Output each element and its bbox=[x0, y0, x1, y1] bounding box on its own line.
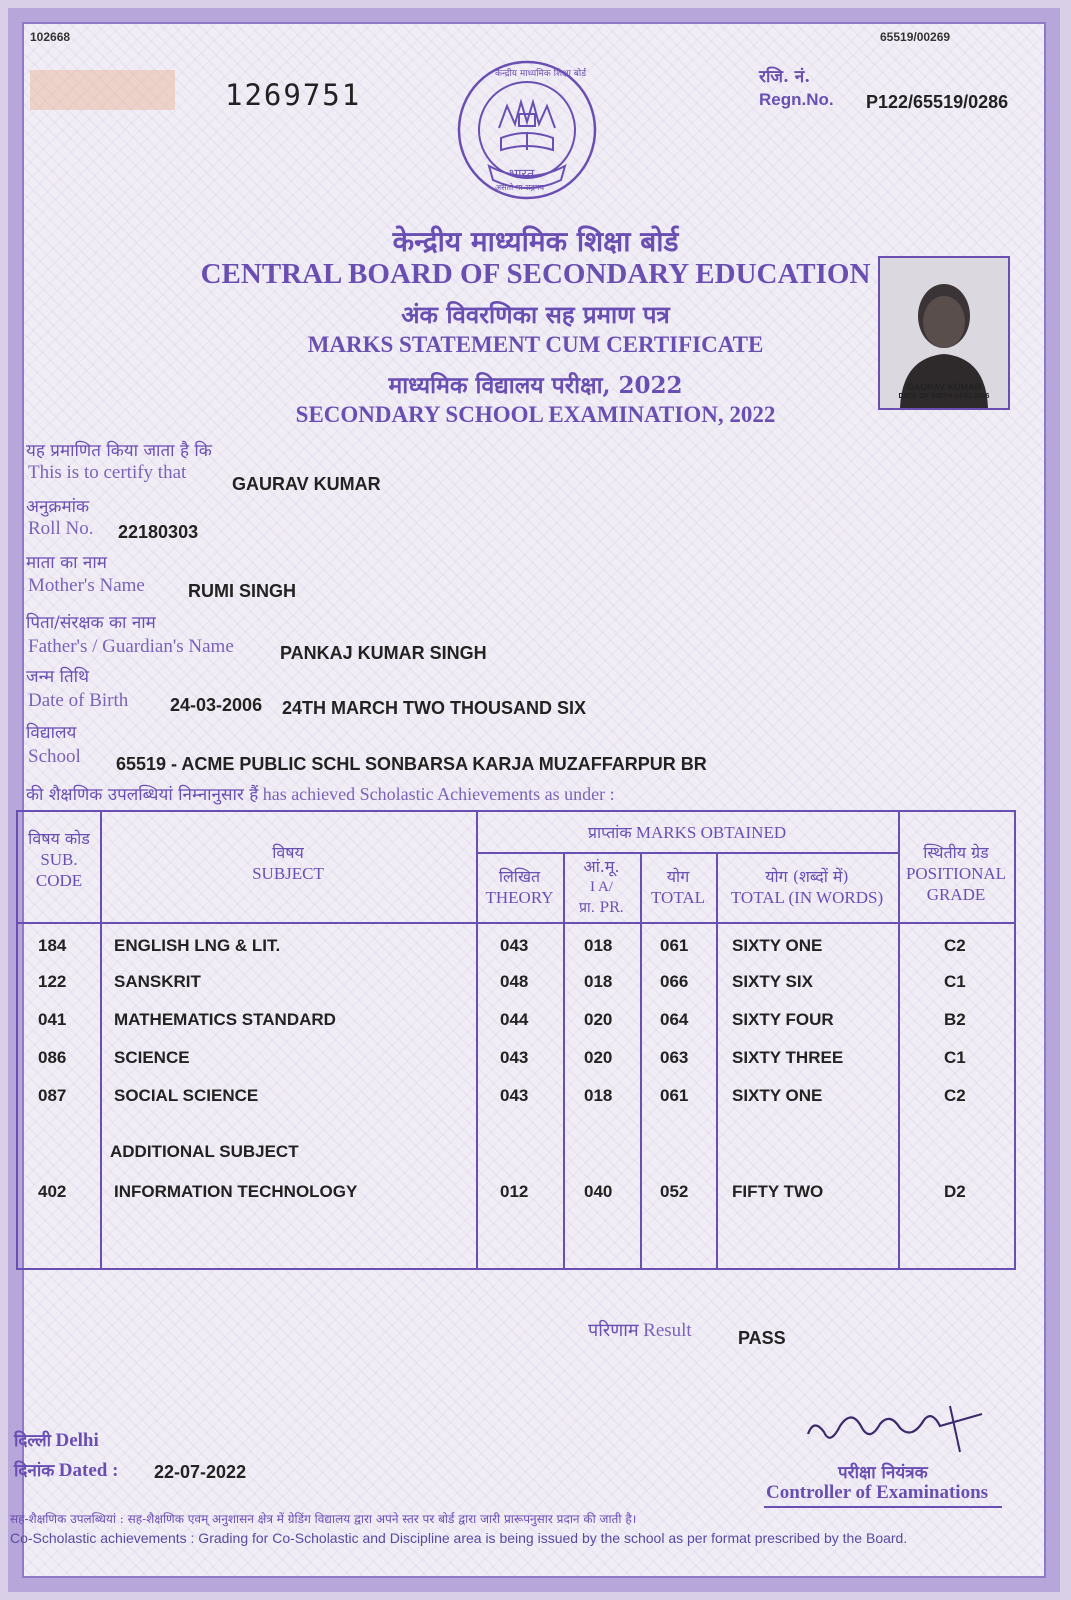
positional-grade: C2 bbox=[944, 1086, 966, 1105]
dob-label-hi: जन्म तिथि bbox=[26, 667, 89, 687]
co-scholastic-note-en: Co-Scholastic achievements : Grading for Co-Scholastic and Discipline area is being issued by the school as per format prescribed by the Board. bbox=[10, 1530, 908, 1546]
total-marks: 061 bbox=[660, 1086, 689, 1105]
positional-grade: C2 bbox=[944, 936, 966, 955]
positional-grade: B2 bbox=[944, 1010, 966, 1029]
board-emblem bbox=[455, 58, 599, 202]
emblem-motto: असतो मा सद्गमय bbox=[495, 183, 545, 192]
father-name: PANKAJ KUMAR SINGH bbox=[280, 643, 487, 663]
positional-grade: D2 bbox=[944, 1182, 966, 1201]
school-label-hi: विद्यालय bbox=[26, 723, 77, 743]
roll-label-hi: अनुक्रमांक bbox=[26, 497, 90, 517]
total-marks: 063 bbox=[660, 1048, 689, 1067]
photo-caption-dob: DATE OF BIRTH-24.03.2006 bbox=[898, 393, 990, 400]
achievements-en: has achieved Scholastic Achievements as under : bbox=[262, 784, 615, 804]
controller-title-hi: परीक्षा नियंत्रक bbox=[838, 1463, 928, 1483]
total-marks: 064 bbox=[660, 1010, 689, 1029]
emblem-bharat: भारत bbox=[509, 167, 535, 182]
header-ia-pr: आं.मू. I A/ प्रा. PR. bbox=[579, 857, 624, 916]
subject-code: 086 bbox=[38, 1048, 67, 1067]
dob-words: 24TH MARCH TWO THOUSAND SIX bbox=[282, 698, 587, 718]
ia-marks: 018 bbox=[584, 1086, 613, 1105]
board-title-en: CENTRAL BOARD OF SECONDARY EDUCATION bbox=[200, 258, 871, 290]
subject-code: 402 bbox=[38, 1182, 67, 1201]
regn-label-en: Regn.No. bbox=[759, 90, 834, 109]
photo-caption-name: GAURAV KUMAR bbox=[906, 382, 982, 392]
co-scholastic-note-hi: सह-शैक्षणिक उपलब्धियां : सह-शैक्षणिक एवम् अनुशासन क्षेत्र में ग्रेडिंग विद्यालय द्वारा अपने स्तर पर बोर्ड द्वारा जारी प्रारूपनुसार प्रदान की जाती है। bbox=[10, 1512, 637, 1526]
subject-code: 122 bbox=[38, 972, 67, 991]
board-title-hi: केन्द्रीय माध्यमिक शिक्षा बोर्ड bbox=[392, 225, 679, 258]
header-grade: स्थितीय ग्रेड POSITIONAL GRADE bbox=[905, 843, 1007, 904]
header-total: योग TOTAL bbox=[650, 867, 706, 907]
ia-marks: 040 bbox=[584, 1182, 613, 1201]
issue-date: 22-07-2022 bbox=[154, 1462, 247, 1482]
controller-signature bbox=[800, 1398, 990, 1458]
ia-marks: 018 bbox=[584, 972, 613, 991]
header-theory: लिखित THEORY bbox=[485, 867, 554, 907]
mother-name: RUMI SINGH bbox=[188, 581, 296, 601]
result-label: परिणाम Result bbox=[588, 1320, 692, 1341]
mother-label-en: Mother's Name bbox=[28, 575, 145, 596]
exam-title-hi: माध्यमिक विद्यालय परीक्षा, 2022 bbox=[388, 372, 683, 399]
dob-label-en: Date of Birth bbox=[28, 690, 129, 711]
marks-table bbox=[16, 810, 1016, 1270]
subject-code: 087 bbox=[38, 1086, 67, 1105]
cert-title-en: MARKS STATEMENT CUM CERTIFICATE bbox=[307, 332, 764, 357]
total-in-words: FIFTY TWO bbox=[732, 1182, 824, 1201]
roll-number: 22180303 bbox=[118, 522, 199, 542]
theory-marks: 044 bbox=[500, 1010, 529, 1029]
header-total-words: योग (शब्दों में) TOTAL (IN WORDS) bbox=[730, 867, 884, 907]
total-marks: 061 bbox=[660, 936, 689, 955]
father-label-hi: पिता/संरक्षक का नाम bbox=[26, 613, 156, 633]
subject-name: MATHEMATICS STANDARD bbox=[114, 1010, 336, 1029]
additional-subject-label: ADDITIONAL SUBJECT bbox=[110, 1142, 299, 1161]
ia-marks: 018 bbox=[584, 936, 613, 955]
ia-marks: 020 bbox=[584, 1048, 613, 1067]
achievements-hi: की शैक्षणिक उपलब्धियां निम्नानुसार हैं bbox=[26, 785, 259, 805]
left-code: 102668 bbox=[30, 30, 71, 44]
ia-marks: 020 bbox=[584, 1010, 613, 1029]
dated-label: दिनांक Dated : bbox=[14, 1460, 119, 1481]
total-in-words: SIXTY SIX bbox=[732, 972, 813, 991]
school-value: 65519 - ACME PUBLIC SCHL SONBARSA KARJA MUZAFFARPUR BR bbox=[116, 754, 707, 774]
positional-grade: C1 bbox=[944, 972, 966, 991]
total-marks: 052 bbox=[660, 1182, 689, 1201]
theory-marks: 043 bbox=[500, 1086, 529, 1105]
student-name: GAURAV KUMAR bbox=[232, 474, 381, 494]
positional-grade: C1 bbox=[944, 1048, 966, 1067]
regn-label-hi: रजि. नं. bbox=[759, 67, 811, 87]
security-strip bbox=[30, 70, 175, 110]
header-marks-obtained: प्राप्तांक MARKS OBTAINED bbox=[587, 823, 787, 842]
total-marks: 066 bbox=[660, 972, 689, 991]
emblem-board-text: केन्द्रीय माध्यमिक शिक्षा बोर्ड bbox=[495, 69, 587, 79]
school-label-en: School bbox=[28, 746, 81, 767]
subject-code: 041 bbox=[38, 1010, 67, 1029]
dob-value: 24-03-2006 bbox=[170, 695, 263, 715]
exam-title-en: SECONDARY SCHOOL EXAMINATION, 2022 bbox=[295, 402, 776, 427]
right-code: 65519/00269 bbox=[880, 30, 951, 44]
roll-label-en: Roll No. bbox=[28, 518, 94, 539]
controller-title-en: Controller of Examinations bbox=[766, 1482, 989, 1503]
certify-label-en: This is to certify that bbox=[28, 462, 187, 483]
father-label-en: Father's / Guardian's Name bbox=[28, 636, 234, 657]
total-in-words: SIXTY THREE bbox=[732, 1048, 844, 1067]
certify-label-hi: यह प्रमाणित किया जाता है कि bbox=[26, 441, 212, 461]
cert-title-hi: अंक विवरणिका सह प्रमाण पत्र bbox=[401, 300, 670, 329]
subject-name: INFORMATION TECHNOLOGY bbox=[114, 1182, 358, 1201]
total-in-words: SIXTY ONE bbox=[732, 1086, 823, 1105]
subject-code: 184 bbox=[38, 936, 67, 955]
theory-marks: 043 bbox=[500, 1048, 529, 1067]
serial-number: 1269751 bbox=[225, 78, 362, 112]
subject-name: SOCIAL SCIENCE bbox=[114, 1086, 259, 1105]
total-in-words: SIXTY FOUR bbox=[732, 1010, 834, 1029]
theory-marks: 048 bbox=[500, 972, 529, 991]
theory-marks: 012 bbox=[500, 1182, 529, 1201]
student-photo bbox=[878, 256, 1010, 410]
mother-label-hi: माता का नाम bbox=[26, 553, 107, 573]
theory-marks: 043 bbox=[500, 936, 529, 955]
header-subject: विषय SUBJECT bbox=[252, 843, 324, 883]
subject-name: SANSKRIT bbox=[114, 972, 201, 991]
total-in-words: SIXTY ONE bbox=[732, 936, 823, 955]
regn-number: P122/65519/0286 bbox=[866, 92, 1009, 112]
header-code: विषय कोड SUB. CODE bbox=[28, 829, 90, 890]
place-label: दिल्ली Delhi bbox=[14, 1430, 99, 1451]
result-value: PASS bbox=[738, 1328, 786, 1348]
footer-rule bbox=[764, 1506, 1002, 1508]
subject-name: ENGLISH LNG & LIT. bbox=[114, 936, 281, 955]
achievements-line bbox=[26, 782, 615, 805]
subject-name: SCIENCE bbox=[114, 1048, 190, 1067]
